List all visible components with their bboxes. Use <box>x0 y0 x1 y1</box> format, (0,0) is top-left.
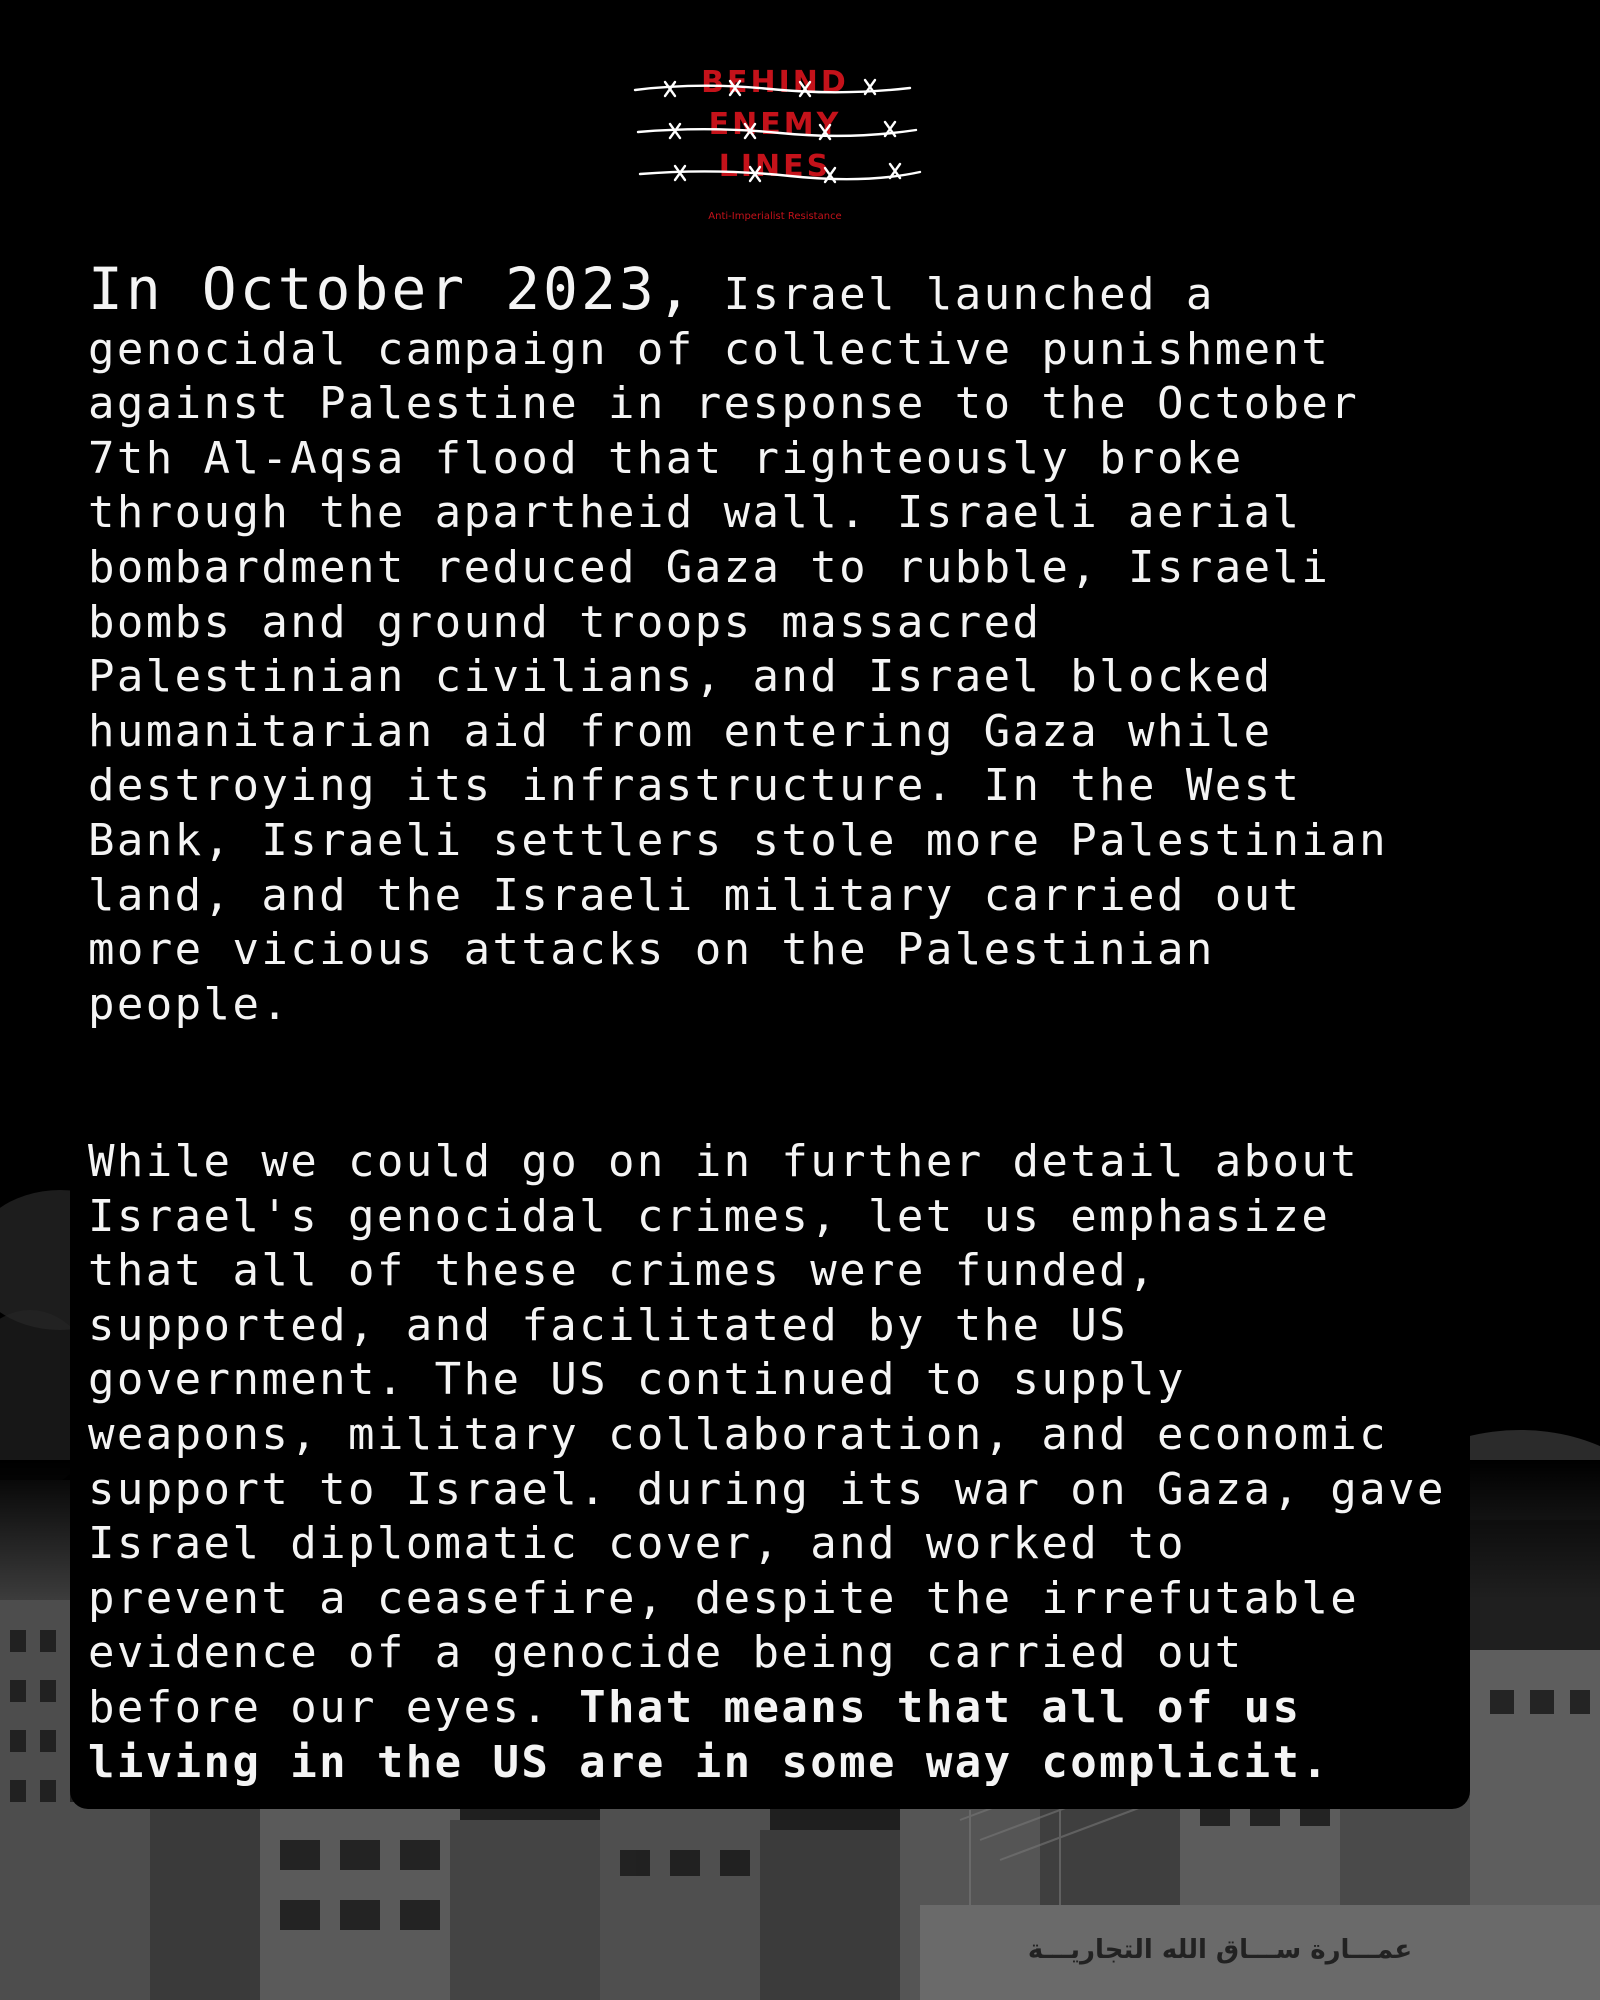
paragraph-1-line-7: Palestinian civilians, and Israel blocked <box>88 651 1273 703</box>
paragraph-1-line-11: land, and the Israeli military carried out <box>88 869 1302 921</box>
logo-line-1: BEHIND <box>701 65 849 100</box>
paragraph-2-line-4: supported, and facilitated by the US <box>88 1299 1129 1351</box>
paragraph-2-line-3: that all of these crimes were funded, <box>88 1245 1157 1297</box>
paragraph-1-line-12: more vicious attacks on the Palestinian <box>88 924 1215 976</box>
paragraph-1-line-0: Israel launched a <box>694 269 1215 320</box>
paragraph-2-line-8: Israel diplomatic cover, and worked to <box>88 1518 1186 1570</box>
behind-enemy-lines-logo <box>620 62 930 232</box>
paragraph-2-line-7: support to Israel. during its war on Gaza, gave <box>88 1463 1446 1515</box>
paragraph-1-lead: In October 2023, <box>88 255 695 323</box>
paragraph-2-line-11-plain: before our eyes. <box>88 1681 580 1733</box>
paragraph-1 <box>88 255 1528 1032</box>
paragraph-1-line-6: bombs and ground troops massacred <box>88 596 1042 648</box>
paragraph-2-line-9: prevent a ceasefire, despite the irrefutable <box>88 1572 1360 1624</box>
building-sign-text: عمـــارة ســـاق الله التجاريـــة <box>1027 1935 1413 1965</box>
paragraph-1-line-10: Bank, Israeli settlers stole more Palestinian <box>88 814 1389 866</box>
logo-line-3: LINES <box>718 149 832 184</box>
paragraph-2 <box>88 1135 1528 1790</box>
logo-line-2: ENEMY <box>708 107 842 142</box>
paragraph-1-line-5: bombardment reduced Gaza to rubble, Israeli <box>88 541 1331 593</box>
paragraph-2-emphasis-2: living in the US are in some way complicit. <box>88 1736 1331 1788</box>
paragraph-2-line-6: weapons, military collaboration, and economic <box>88 1408 1389 1460</box>
barbed-wire-icon <box>620 62 930 232</box>
paragraph-2-line-2: Israel's genocidal crimes, let us emphasize <box>88 1190 1331 1242</box>
paragraph-2-line-10: evidence of a genocide being carried out <box>88 1627 1244 1679</box>
paragraph-1-line-2: against Palestine in response to the October <box>88 378 1360 430</box>
paragraph-2-emphasis-1: That means that all of us <box>579 1681 1302 1733</box>
paragraph-1-line-3: 7th Al-Aqsa flood that righteously broke <box>88 432 1244 484</box>
paragraph-1-line-9: destroying its infrastructure. In the West <box>88 760 1302 812</box>
paragraph-2-line-5: government. The US continued to supply <box>88 1354 1186 1406</box>
paragraph-2-line-1: While we could go on in further detail about <box>88 1136 1360 1187</box>
logo-tagline: Anti-Imperialist Resistance <box>708 211 842 222</box>
paragraph-1-line-1: genocidal campaign of collective punishment <box>88 323 1331 375</box>
paragraph-1-line-4: through the apartheid wall. Israeli aerial <box>88 487 1302 539</box>
paragraph-1-line-8: humanitarian aid from entering Gaza while <box>88 705 1273 757</box>
paragraph-1-line-13: people. <box>88 978 291 1030</box>
